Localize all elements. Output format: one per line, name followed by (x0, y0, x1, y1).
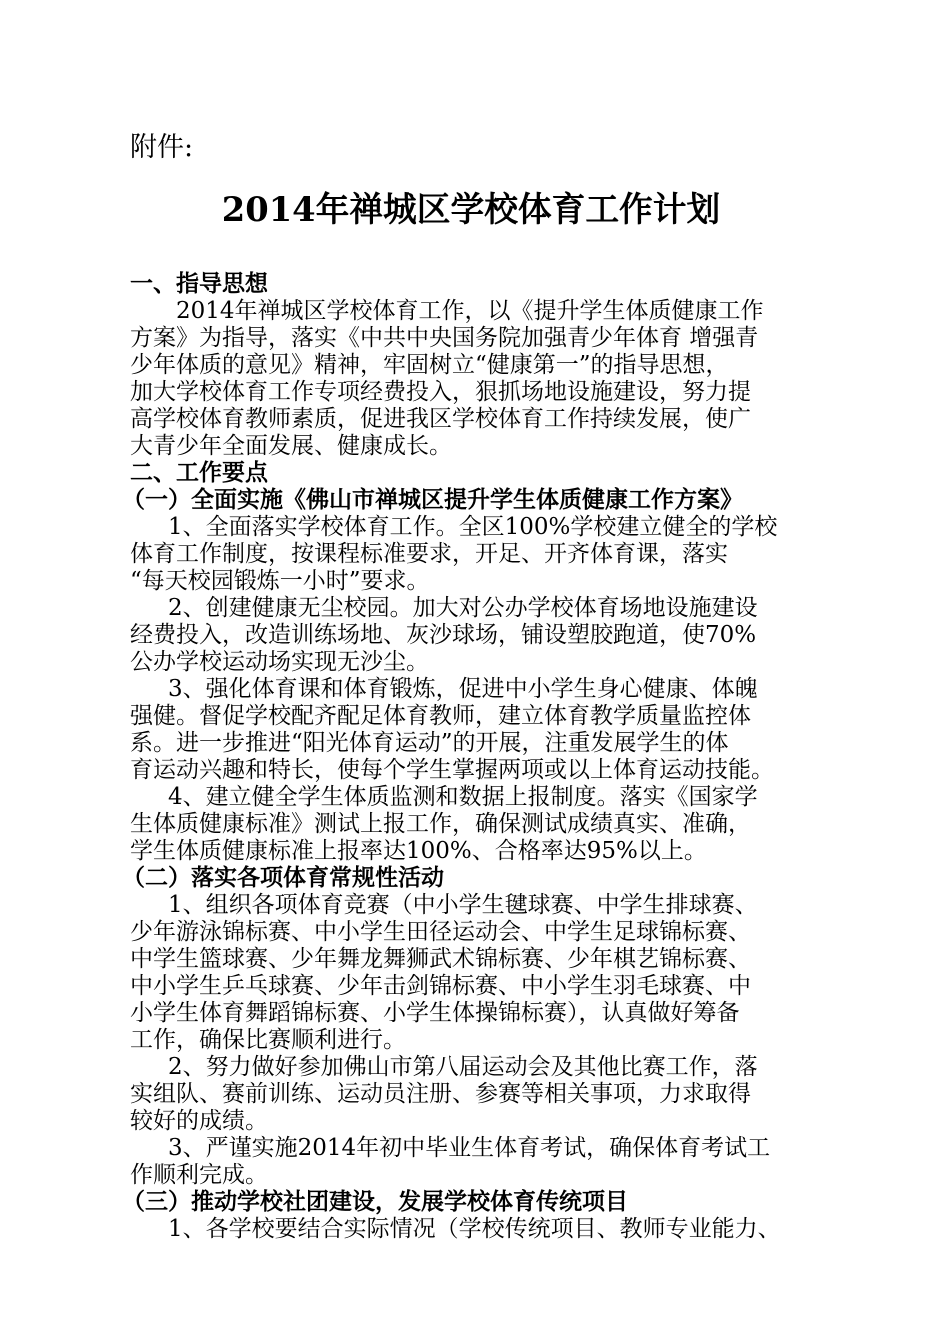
paragraph-line: 体育工作制度，按课程标准要求，开足、开齐体育课，落实 (130, 541, 728, 567)
annex-label: 附件: (130, 132, 194, 163)
paragraph-line: 中学生篮球赛、少年舞龙舞狮武术锦标赛、少年棋艺锦标赛、 (130, 946, 751, 972)
paragraph-line: 小学生体育舞蹈锦标赛、小学生体操锦标赛），认真做好筹备 (130, 1000, 740, 1026)
subsection-heading: （二）落实各项体育常规性活动 (122, 864, 444, 891)
paragraph-line: 少年体质的意见》精神，牢固树立“健康第一”的指导思想， (130, 352, 729, 378)
paragraph-line: 3、严谨实施2014年初中毕业生体育考试，确保体育考试工 (168, 1135, 771, 1161)
paragraph-line: 4、建立健全学生体质监测和数据上报制度。落实《国家学 (168, 784, 758, 810)
paragraph-line: 育运动兴趣和特长，使每个学生掌握两项或以上体育运动技能。 (130, 757, 774, 783)
paragraph-line: 经费投入，改造训练场地、灰沙球场，铺设塑胶跑道，使70% (130, 622, 757, 648)
paragraph-line: 加大学校体育工作专项经费投入，狠抓场地设施建设，努力提 (130, 379, 751, 405)
paragraph-line: 1、全面落实学校体育工作。全区100%学校建立健全的学校 (168, 514, 778, 540)
section-heading: 一、指导思想 (130, 270, 268, 297)
paragraph-line: 公办学校运动场实现无沙尘。 (130, 649, 429, 675)
subsection-heading: （三）推动学校社团建设，发展学校体育传统项目 (122, 1188, 628, 1215)
paragraph-line: 1、组织各项体育竞赛（中小学生毽球赛、中学生排球赛、 (168, 892, 758, 918)
paragraph-line: 工作，确保比赛顺利进行。 (130, 1027, 406, 1053)
section-heading: 二、工作要点 (130, 459, 268, 486)
paragraph-line: 2、创建健康无尘校园。加大对公办学校体育场地设施建设 (168, 595, 758, 621)
paragraph-line: 大青少年全面发展、健康成长。 (130, 433, 452, 459)
paragraph-line: 3、强化体育课和体育锻炼，促进中小学生身心健康、体魄 (168, 676, 758, 702)
subsection-heading: （一）全面实施《佛山市禅城区提升学生体质健康工作方案》 (122, 486, 743, 513)
paragraph-line: 系。进一步推进“阳光体育运动”的开展，注重发展学生的体 (130, 730, 729, 756)
paragraph-line: 实组队、赛前训练、运动员注册、参赛等相关事项，力求取得 (130, 1081, 751, 1107)
paragraph-line: 作顺利完成。 (130, 1162, 268, 1188)
paragraph-line: 方案》为指导，落实《中共中央国务院加强青少年体育 增强青 (130, 325, 759, 351)
paragraph-line: 强健。督促学校配齐配足体育教师，建立体育教学质量监控体 (130, 703, 751, 729)
paragraph-line: 高学校体育教师素质，促进我区学校体育工作持续发展，使广 (130, 406, 751, 432)
paragraph-line: 2014年禅城区学校体育工作，以《提升学生体质健康工作 (176, 298, 764, 324)
paragraph-line: 中小学生乒乓球赛、少年击剑锦标赛、中小学生羽毛球赛、中 (130, 973, 751, 999)
paragraph-line: 少年游泳锦标赛、中小学生田径运动会、中学生足球锦标赛、 (130, 919, 751, 945)
paragraph-line: 学生体质健康标准上报率达100%、合格率达95%以上。 (130, 838, 707, 864)
paragraph-line: “每天校园锻炼一小时”要求。 (130, 568, 430, 594)
paragraph-line: 1、各学校要结合实际情况（学校传统项目、教师专业能力、 (168, 1216, 781, 1242)
paragraph-line: 生体质健康标准》测试上报工作，确保测试成绩真实、准确， (130, 811, 751, 837)
document-title: 2014年禅城区学校体育工作计划 (221, 190, 721, 230)
paragraph-line: 较好的成绩。 (130, 1108, 268, 1134)
paragraph-line: 2、努力做好参加佛山市第八届运动会及其他比赛工作，落 (168, 1054, 758, 1080)
